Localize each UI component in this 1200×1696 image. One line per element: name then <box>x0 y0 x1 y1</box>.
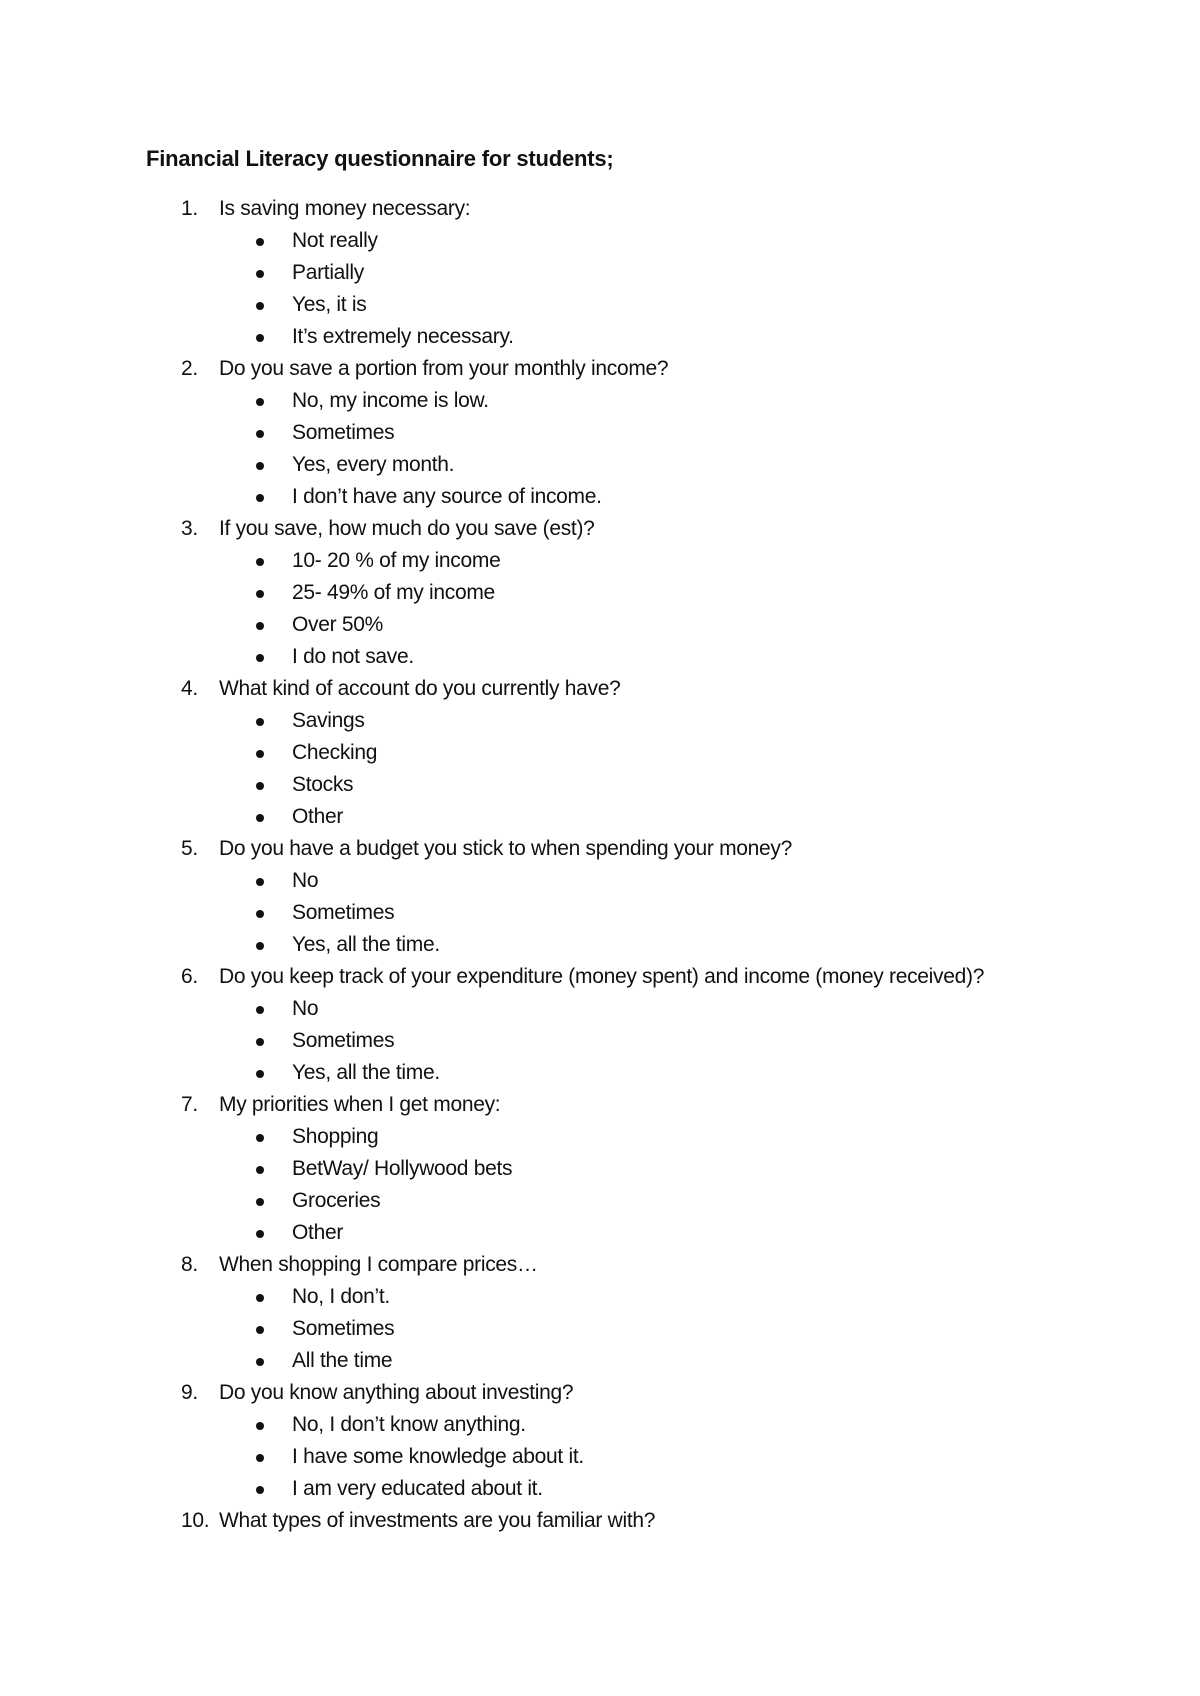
answer-option <box>0 769 1200 801</box>
answer-option-text: Checking <box>292 741 378 764</box>
answer-option <box>0 865 1200 897</box>
answer-option <box>0 737 1200 769</box>
answer-option-text: Yes, all the time. <box>292 933 440 956</box>
bullet-icon <box>256 398 264 406</box>
answer-option-text: Other <box>292 1221 344 1244</box>
answer-option <box>0 1153 1200 1185</box>
bullet-icon <box>256 1134 264 1142</box>
bullet-icon <box>256 1166 264 1174</box>
bullet-icon <box>256 334 264 342</box>
answer-option-text: Sometimes <box>292 1029 395 1052</box>
bullet-icon <box>256 654 264 662</box>
answer-option <box>0 1313 1200 1345</box>
answer-option-text: Partially <box>292 261 364 284</box>
question-number: 2. <box>181 357 198 380</box>
answer-option <box>0 257 1200 289</box>
bullet-icon <box>256 1486 264 1494</box>
question-8 <box>0 1249 1200 1281</box>
bullet-icon <box>256 558 264 566</box>
answer-option <box>0 321 1200 353</box>
bullet-icon <box>256 1294 264 1302</box>
answer-option <box>0 385 1200 417</box>
answer-option <box>0 609 1200 641</box>
document-title: Financial Literacy questionnaire for students; <box>146 146 614 171</box>
bullet-icon <box>256 1070 264 1078</box>
bullet-icon <box>256 238 264 246</box>
bullet-icon <box>256 782 264 790</box>
bullet-icon <box>256 1006 264 1014</box>
question-text: Do you have a budget you stick to when spending your money? <box>219 837 793 860</box>
answer-option <box>0 993 1200 1025</box>
question-number: 9. <box>181 1381 198 1404</box>
answer-option-text: Sometimes <box>292 1317 395 1340</box>
bullet-icon <box>256 622 264 630</box>
bullet-icon <box>256 270 264 278</box>
bullet-icon <box>256 814 264 822</box>
bullet-icon <box>256 750 264 758</box>
answer-option <box>0 289 1200 321</box>
answer-option-text: Groceries <box>292 1189 381 1212</box>
answer-option <box>0 1441 1200 1473</box>
answer-option <box>0 1473 1200 1505</box>
answer-option-text: Savings <box>292 709 365 732</box>
answer-option <box>0 481 1200 513</box>
answer-option <box>0 1121 1200 1153</box>
answer-option <box>0 1409 1200 1441</box>
answer-option-text: Sometimes <box>292 421 395 444</box>
answer-option <box>0 929 1200 961</box>
bullet-icon <box>256 1422 264 1430</box>
answer-option-text: Not really <box>292 229 378 252</box>
bullet-icon <box>256 302 264 310</box>
question-number: 6. <box>181 965 198 988</box>
bullet-icon <box>256 878 264 886</box>
question-text: Is saving money necessary: <box>219 197 471 220</box>
answer-option-text: It’s extremely necessary. <box>292 325 514 348</box>
answer-option <box>0 225 1200 257</box>
answer-option-text: No <box>292 997 319 1020</box>
bullet-icon <box>256 1230 264 1238</box>
answer-option <box>0 1281 1200 1313</box>
question-2 <box>0 353 1200 385</box>
answer-option-text: Other <box>292 805 344 828</box>
question-number: 5. <box>181 837 198 860</box>
answer-option <box>0 449 1200 481</box>
answer-option <box>0 417 1200 449</box>
bullet-icon <box>256 590 264 598</box>
answer-option-text: No, I don’t. <box>292 1285 390 1308</box>
bullet-icon <box>256 462 264 470</box>
answer-option-text: BetWay/ Hollywood bets <box>292 1157 513 1180</box>
question-10 <box>0 1505 1200 1537</box>
bullet-icon <box>256 430 264 438</box>
question-text: What types of investments are you familiar with? <box>219 1509 656 1532</box>
question-list <box>0 193 1200 1537</box>
question-1 <box>0 193 1200 225</box>
answer-option-text: Over 50% <box>292 613 383 636</box>
question-3 <box>0 513 1200 545</box>
question-text: When shopping I compare prices… <box>219 1253 538 1276</box>
answer-option <box>0 801 1200 833</box>
answer-option-text: Yes, all the time. <box>292 1061 440 1084</box>
question-text: What kind of account do you currently have? <box>219 677 621 700</box>
bullet-icon <box>256 1038 264 1046</box>
question-number: 10. <box>181 1509 210 1532</box>
answer-option-text: All the time <box>292 1349 393 1372</box>
answer-option-text: I do not save. <box>292 645 414 668</box>
question-number: 1. <box>181 197 198 220</box>
question-text: My priorities when I get money: <box>219 1093 501 1116</box>
answer-option <box>0 1217 1200 1249</box>
answer-option <box>0 1057 1200 1089</box>
answer-option-text: 10- 20 % of my income <box>292 549 501 572</box>
question-text: If you save, how much do you save (est)? <box>219 517 595 540</box>
question-9 <box>0 1377 1200 1409</box>
answer-option-text: I am very educated about it. <box>292 1477 543 1500</box>
bullet-icon <box>256 494 264 502</box>
question-number: 3. <box>181 517 198 540</box>
answer-option-text: Yes, it is <box>292 293 367 316</box>
answer-option <box>0 545 1200 577</box>
answer-option-text: Stocks <box>292 773 354 796</box>
answer-option-text: 25- 49% of my income <box>292 581 495 604</box>
question-7 <box>0 1089 1200 1121</box>
question-5 <box>0 833 1200 865</box>
answer-option <box>0 1185 1200 1217</box>
bullet-icon <box>256 718 264 726</box>
answer-option <box>0 705 1200 737</box>
question-text: Do you keep track of your expenditure (money spent) and income (money received)? <box>219 965 985 988</box>
question-number: 4. <box>181 677 198 700</box>
answer-option <box>0 1345 1200 1377</box>
bullet-icon <box>256 1198 264 1206</box>
bullet-icon <box>256 1454 264 1462</box>
question-text: Do you save a portion from your monthly income? <box>219 357 669 380</box>
bullet-icon <box>256 1326 264 1334</box>
answer-option-text: I don’t have any source of income. <box>292 485 602 508</box>
answer-option-text: I have some knowledge about it. <box>292 1445 584 1468</box>
answer-option <box>0 577 1200 609</box>
answer-option-text: No <box>292 869 319 892</box>
bullet-icon <box>256 1358 264 1366</box>
answer-option-text: No, my income is low. <box>292 389 489 412</box>
question-text: Do you know anything about investing? <box>219 1381 574 1404</box>
question-number: 8. <box>181 1253 198 1276</box>
answer-option <box>0 897 1200 929</box>
answer-option-text: No, I don’t know anything. <box>292 1413 526 1436</box>
answer-option <box>0 641 1200 673</box>
answer-option <box>0 1025 1200 1057</box>
question-number: 7. <box>181 1093 198 1116</box>
bullet-icon <box>256 942 264 950</box>
question-6 <box>0 961 1200 993</box>
answer-option-text: Yes, every month. <box>292 453 455 476</box>
bullet-icon <box>256 910 264 918</box>
answer-option-text: Sometimes <box>292 901 395 924</box>
answer-option-text: Shopping <box>292 1125 379 1148</box>
question-4 <box>0 673 1200 705</box>
